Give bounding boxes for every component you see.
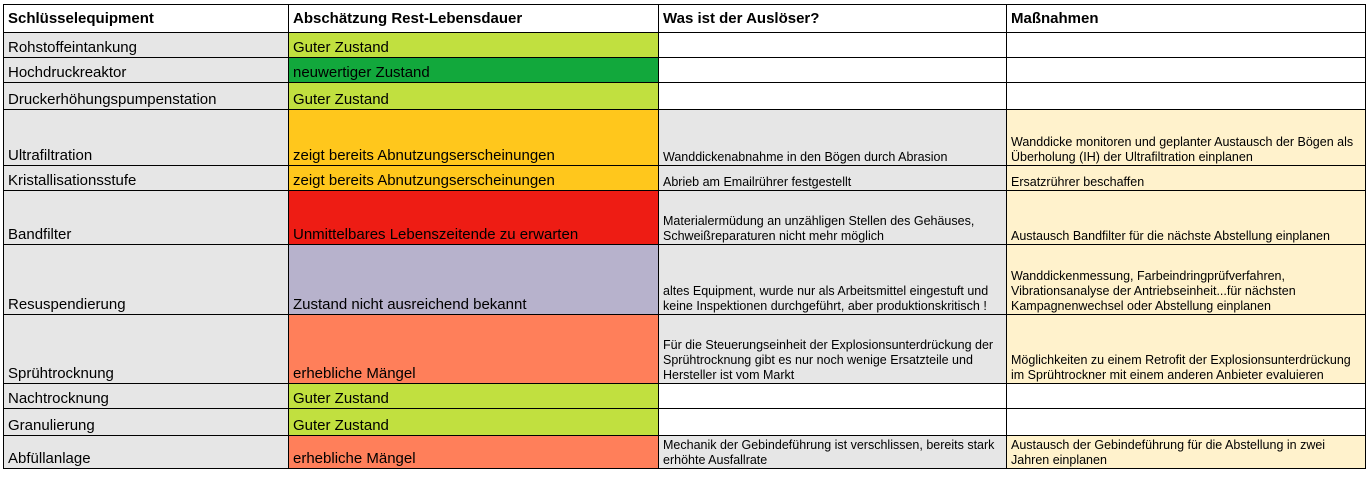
trigger-cell[interactable]: Wanddickenabnahme in den Bögen durch Abrasion [659, 110, 1007, 166]
table-row [4, 409, 1366, 436]
trigger-cell[interactable] [659, 33, 1007, 58]
header-equipment[interactable]: Schlüsselequipment [4, 5, 289, 33]
table-row [4, 166, 1366, 191]
trigger-cell[interactable] [659, 58, 1007, 83]
equipment-cell[interactable]: Hochdruckreaktor [4, 58, 289, 83]
table-row [4, 315, 1366, 384]
lifetime-status-cell[interactable]: Zustand nicht ausreichend bekannt [289, 245, 659, 315]
equipment-cell[interactable]: Resuspendierung [4, 245, 289, 315]
measure-cell[interactable]: Möglichkeiten zu einem Retrofit der Explosionsunterdrückung im Sprühtrockner mit einem anderen Anbieter evaluieren [1007, 315, 1366, 384]
lifetime-status-cell[interactable]: Guter Zustand [289, 384, 659, 409]
table-row [4, 110, 1366, 166]
lifetime-status-cell[interactable]: erhebliche Mängel [289, 315, 659, 384]
measure-cell[interactable]: Wanddicke monitoren und geplanter Austausch der Bögen als Überholung (IH) der Ultrafiltration einplanen [1007, 110, 1366, 166]
equipment-lifetime-table [3, 4, 1366, 469]
measure-cell[interactable]: Wanddickenmessung, Farbeindringprüfverfahren, Vibrationsanalyse der Antriebseinheit...für nächsten Kampagnenwechsel oder Abstellung einplanen [1007, 245, 1366, 315]
table-row [4, 33, 1366, 58]
equipment-cell[interactable]: Granulierung [4, 409, 289, 436]
lifetime-status-cell[interactable]: erhebliche Mängel [289, 436, 659, 469]
trigger-cell[interactable]: Abrieb am Emailrührer festgestellt [659, 166, 1007, 191]
trigger-cell[interactable] [659, 83, 1007, 110]
lifetime-status-cell[interactable]: Guter Zustand [289, 33, 659, 58]
measure-cell[interactable] [1007, 384, 1366, 409]
trigger-cell[interactable]: Mechanik der Gebindeführung ist verschlissen, bereits stark erhöhte Ausfallrate [659, 436, 1007, 469]
lifetime-status-cell[interactable]: zeigt bereits Abnutzungserscheinungen [289, 110, 659, 166]
table-row [4, 384, 1366, 409]
header-row [4, 5, 1366, 33]
lifetime-status-cell[interactable]: neuwertiger Zustand [289, 58, 659, 83]
lifetime-status-cell[interactable]: zeigt bereits Abnutzungserscheinungen [289, 166, 659, 191]
trigger-cell[interactable]: Für die Steuerungseinheit der Explosionsunterdrückung der Sprühtrocknung gibt es nur noch wenige Ersatzteile und Hersteller ist vom Markt [659, 315, 1007, 384]
measure-cell[interactable]: Ersatzrührer beschaffen [1007, 166, 1366, 191]
measure-cell[interactable] [1007, 58, 1366, 83]
trigger-cell[interactable]: altes Equipment, wurde nur als Arbeitsmittel eingestuft und keine Inspektionen durchgeführt, aber produktionskritisch ! [659, 245, 1007, 315]
measure-cell[interactable]: Austausch Bandfilter für die nächste Abstellung einplanen [1007, 191, 1366, 245]
equipment-cell[interactable]: Bandfilter [4, 191, 289, 245]
header-measures[interactable]: Maßnahmen [1007, 5, 1366, 33]
lifetime-status-cell[interactable]: Guter Zustand [289, 409, 659, 436]
table-body [4, 33, 1366, 469]
equipment-cell[interactable]: Kristallisationsstufe [4, 166, 289, 191]
measure-cell[interactable] [1007, 409, 1366, 436]
trigger-cell[interactable] [659, 409, 1007, 436]
table-row [4, 83, 1366, 110]
header-lifetime[interactable]: Abschätzung Rest-Lebensdauer [289, 5, 659, 33]
lifetime-status-cell[interactable]: Guter Zustand [289, 83, 659, 110]
equipment-cell[interactable]: Rohstoffeintankung [4, 33, 289, 58]
lifetime-status-cell[interactable]: Unmittelbares Lebenszeitende zu erwarten [289, 191, 659, 245]
equipment-cell[interactable]: Sprühtrocknung [4, 315, 289, 384]
measure-cell[interactable] [1007, 33, 1366, 58]
measure-cell[interactable]: Austausch der Gebindeführung für die Abstellung in zwei Jahren einplanen [1007, 436, 1366, 469]
table-row [4, 436, 1366, 469]
table-row [4, 58, 1366, 83]
trigger-cell[interactable]: Materialermüdung an unzähligen Stellen des Gehäuses, Schweißreparaturen nicht mehr möglich [659, 191, 1007, 245]
header-trigger[interactable]: Was ist der Auslöser? [659, 5, 1007, 33]
equipment-cell[interactable]: Druckerhöhungspumpenstation [4, 83, 289, 110]
equipment-cell[interactable]: Abfüllanlage [4, 436, 289, 469]
table-row [4, 191, 1366, 245]
trigger-cell[interactable] [659, 384, 1007, 409]
measure-cell[interactable] [1007, 83, 1366, 110]
table-row [4, 245, 1366, 315]
equipment-cell[interactable]: Nachtrocknung [4, 384, 289, 409]
equipment-cell[interactable]: Ultrafiltration [4, 110, 289, 166]
